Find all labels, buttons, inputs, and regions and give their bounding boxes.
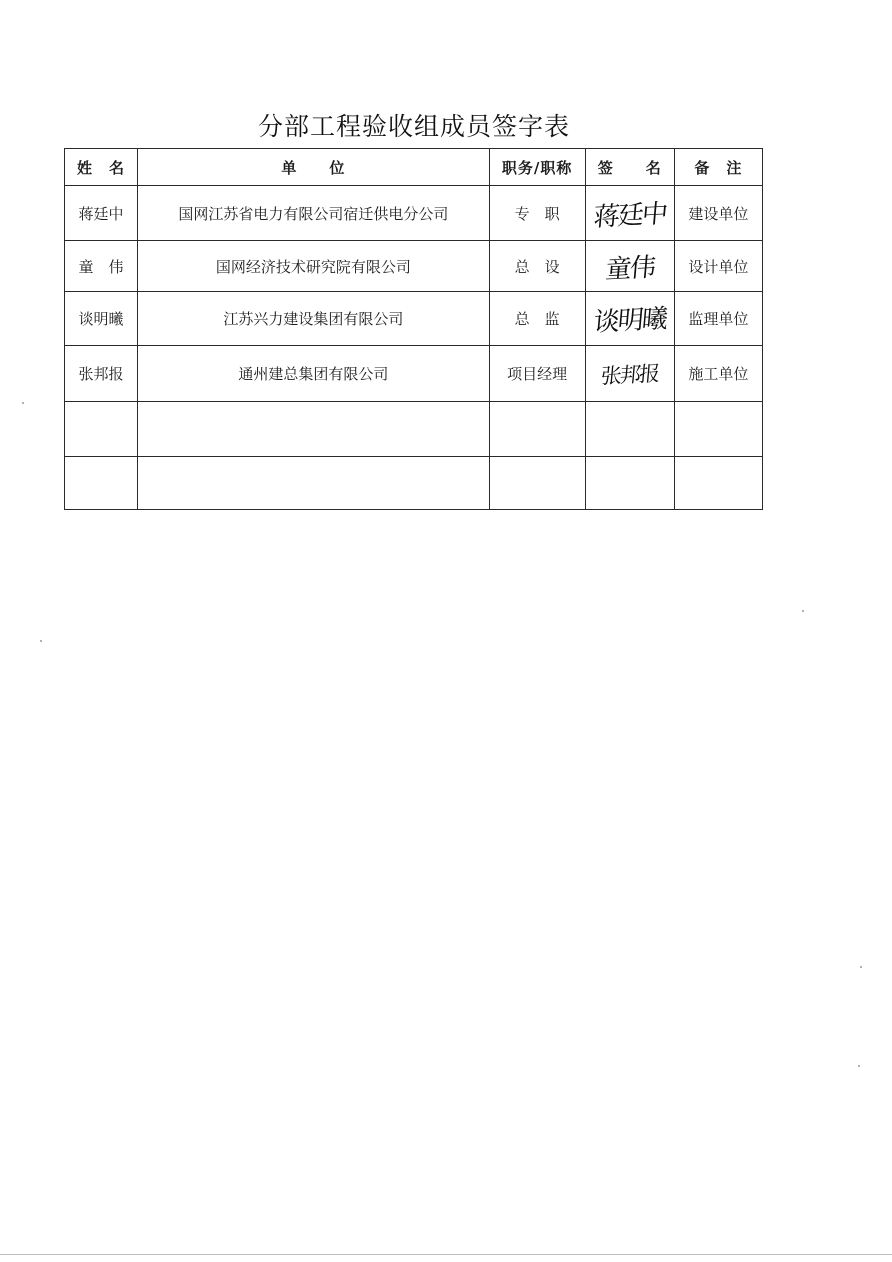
scan-speck [40, 640, 42, 642]
member-note: 监理单位 [674, 292, 762, 346]
scan-speck [22, 402, 24, 404]
table-row [65, 241, 763, 292]
signature-cell [585, 241, 674, 292]
signature-cell [585, 457, 674, 510]
member-name: 谈明曦 [65, 292, 138, 346]
signature-cell [585, 186, 674, 241]
table-row-empty [65, 402, 763, 457]
member-role [489, 457, 585, 510]
member-role [489, 402, 585, 457]
signature-cell [585, 292, 674, 346]
member-note: 建设单位 [674, 186, 762, 241]
header-unit: 单 位 [138, 149, 490, 186]
scan-speck [860, 966, 862, 968]
member-unit: 国网经济技术研究院有限公司 [138, 241, 490, 292]
member-note [674, 402, 762, 457]
signature-cell [585, 402, 674, 457]
member-role: 总 设 [489, 241, 585, 292]
handwritten-signature: 谈明曦 [592, 304, 668, 338]
scan-speck [802, 610, 804, 612]
page-title: 分部工程验收组成员签字表 [257, 112, 570, 141]
member-role: 专 职 [489, 186, 585, 241]
handwritten-signature: 童伟 [604, 252, 656, 285]
member-note: 设计单位 [674, 241, 762, 292]
signature-cell [585, 346, 674, 402]
member-name [65, 457, 138, 510]
member-role: 总 监 [489, 292, 585, 346]
member-unit: 国网江苏省电力有限公司宿迁供电分公司 [138, 186, 490, 241]
scan-edge-line [0, 1254, 892, 1255]
member-name: 蒋廷中 [65, 186, 138, 241]
member-role: 项目经理 [489, 346, 585, 402]
header-note: 备 注 [674, 149, 762, 186]
member-unit [138, 457, 490, 510]
table-row [65, 186, 763, 241]
scan-speck [858, 1065, 860, 1067]
table-header-row [65, 149, 763, 186]
signature-table [64, 148, 763, 510]
table-row-empty [65, 457, 763, 510]
header-role: 职务/职称 [489, 149, 585, 186]
member-unit: 通州建总集团有限公司 [138, 346, 490, 402]
table-row [65, 292, 763, 346]
member-name: 张邦报 [65, 346, 138, 402]
member-name [65, 402, 138, 457]
member-note [674, 457, 762, 510]
handwritten-signature: 蒋廷中 [592, 198, 668, 233]
member-unit [138, 402, 490, 457]
handwritten-signature: 张邦报 [599, 361, 660, 388]
header-name: 姓 名 [65, 149, 138, 186]
table-row [65, 346, 763, 402]
member-note: 施工单位 [674, 346, 762, 402]
member-unit: 江苏兴力建设集团有限公司 [138, 292, 490, 346]
header-signature: 签 名 [585, 149, 674, 186]
member-name: 童 伟 [65, 241, 138, 292]
